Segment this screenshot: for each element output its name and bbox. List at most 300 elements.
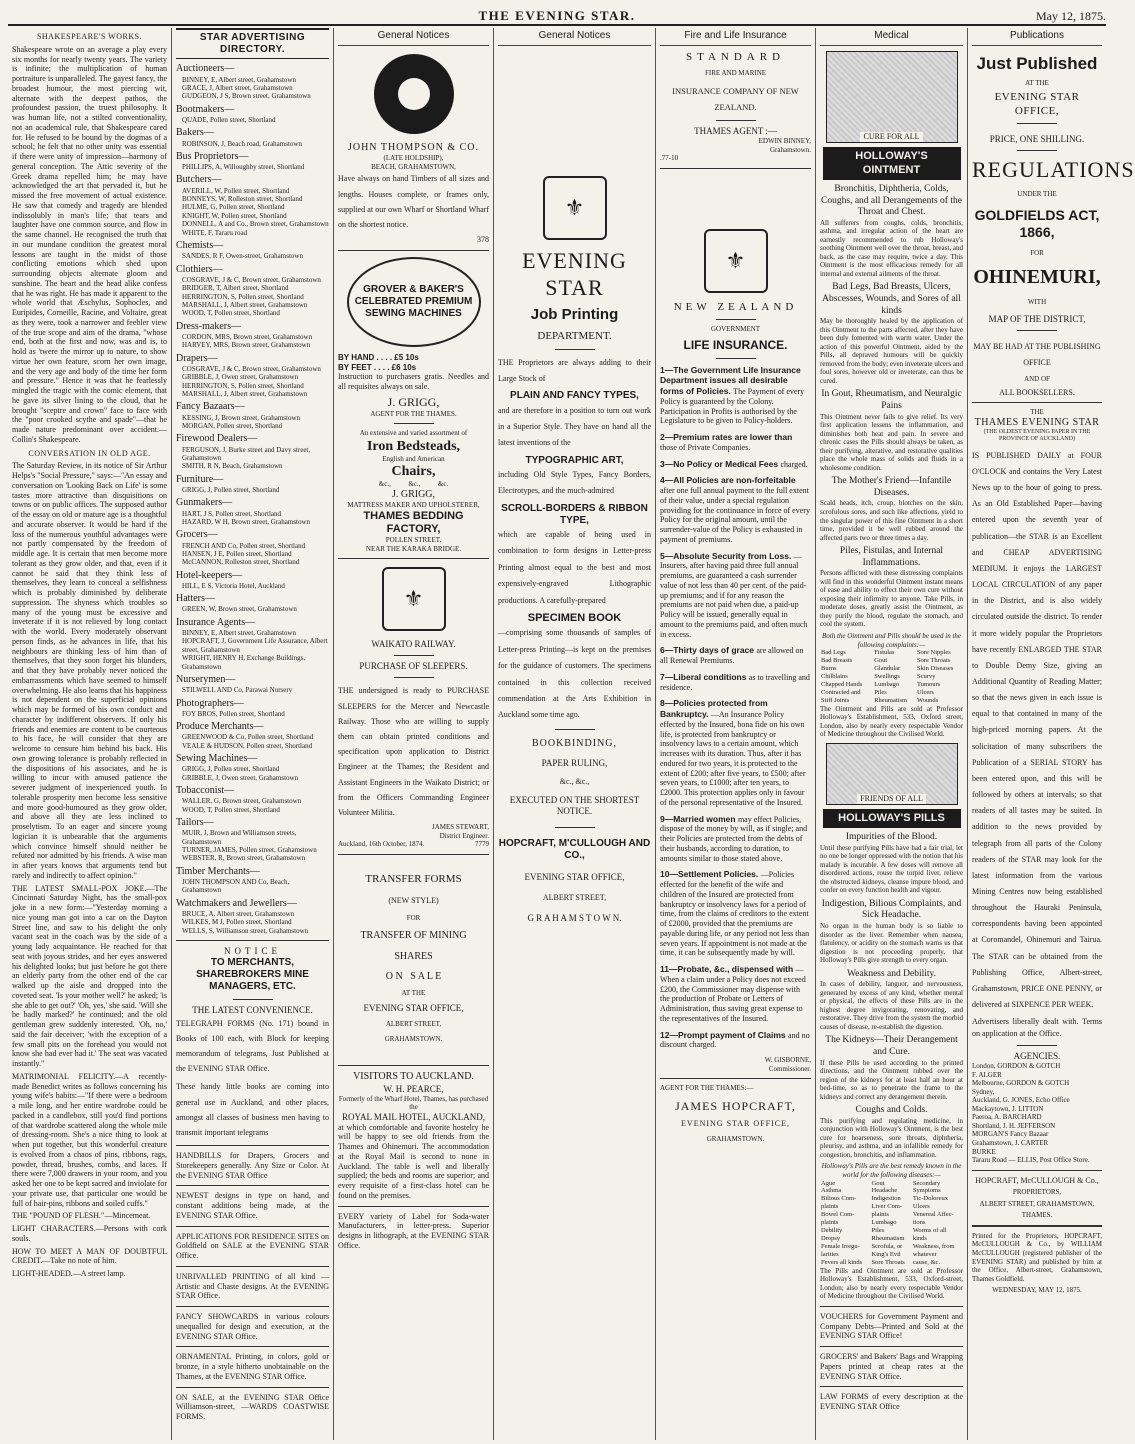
holloway-illustration-2: FRIENDS OF ALL — [826, 743, 958, 805]
table-cell: Bad Breasts — [821, 656, 853, 664]
directory-entry: GRIBBLE, J, Owen street, Grahamstown — [182, 773, 299, 782]
directory-entry: QUADE, Pollen street, Shortland — [182, 115, 276, 124]
directory-list — [176, 63, 329, 935]
coat-of-arms-icon: ⚜ — [543, 176, 607, 240]
table-cell: Contracted and — [821, 688, 861, 696]
albert-street: ALBERT STREET, — [542, 892, 607, 902]
typographic-art: TYPOGRAPHIC ART, — [525, 454, 624, 466]
complaints-table — [820, 649, 963, 704]
insurance-item-body: —Policies effected for the benefit of the wife and children of the Insured are protected from bankruptcy or insolvency laws for a period of time, from the claims of creditors to the extent of £2000, provided that the premiums are payable during life, or any period not less than seven years. If appointment is not made at the time, it can be subsequently made by will. — [660, 870, 810, 958]
insurance-item-body: as to travelling and residence. — [660, 672, 810, 692]
med-body: No organ in the human body is so liable to disorder as the liver. Remember when nausea, flatulency, or acidity on the stomach warns us that digestion is not proceeding properly, that Holloway's Pills give strength to every organ. — [820, 921, 963, 965]
directory-category: Clothiers— — [176, 263, 223, 275]
directory-entry: PHILLIPS, A, Willoughby street, Shortland — [182, 163, 305, 172]
med-heading: Impurities of the Blood. — [845, 832, 938, 843]
vouchers-ad: VOUCHERS for Government Payment and Company Debts—Printed and Sold at the EVENING STAR Office! — [820, 1311, 963, 1341]
issue-date: May 12, 1875. — [1036, 9, 1106, 23]
column-directory — [172, 28, 334, 1440]
table-cell: tions — [912, 1219, 926, 1227]
table-cell: Sore Throats — [871, 1258, 905, 1266]
job-printing: Job Printing — [530, 305, 619, 323]
directory-title: STAR ADVERTISING DIRECTORY. — [176, 28, 329, 59]
directory-entry: MARSHALL, J, Albert street, Grahamstown — [182, 390, 308, 399]
commissioner: Commissioner. — [768, 1064, 811, 1073]
directory-entry: BINNEY, E, Albert street, Grahamstown — [182, 629, 296, 638]
directory-entry: COSGRAVE, J & C, Brown street, Grahamstown — [182, 364, 321, 373]
table-cell: whatever — [912, 1250, 937, 1258]
coat-of-arms-icon: ⚜ — [704, 229, 768, 293]
table-row — [820, 1235, 963, 1243]
printing-body-5: —comprising some thousands of samples of Letter-press Printing—is kept on the premises for the guidance of customers. The specimens contained in this collection received commendation at the Arts Exhibition in Auckland some time ago. — [498, 628, 651, 720]
english-american: English and American — [382, 454, 445, 463]
table-cell: plaints — [821, 1219, 839, 1227]
on-sale: O N S A L E — [385, 970, 442, 982]
directory-entry: BRIDGER, T, Albert street, Shortland — [182, 284, 289, 293]
directory-entry: VEALE & HUDSON, Pollen street, Shortland — [182, 741, 313, 750]
table-cell: Gout — [871, 1179, 885, 1187]
directory-entry: HILL, E S, Victoria Hotel, Auckland — [182, 581, 285, 590]
latest-heading: THE LATEST CONVENIENCE. — [192, 1004, 313, 1015]
insurance-item-head: 3—No Policy or Medical Fees — [660, 458, 781, 469]
directory-entry: KNIGHT, W, Pollen street, Shortland — [182, 211, 287, 220]
grahamstown: GRAHAMSTOWN. — [706, 1135, 765, 1143]
table-cell: plaints — [871, 1211, 889, 1219]
insurance-item-head: 10—Settlement Policies. — [660, 869, 761, 880]
coat-of-arms-icon: ⚜ — [382, 567, 446, 631]
directory-entry: GREENWOOD & Co, Pollen street, Shortland — [182, 733, 314, 742]
column-publications — [968, 28, 1135, 1440]
ohinemuri: OHINEMURI, — [973, 266, 1101, 289]
table-cell: Lumbago — [871, 1219, 897, 1227]
printing-body-4: which are capable of being used in combination to form designs in Letter-press Printing almost equal to the best and most expensively-engraved Lithographic productions. A carefully-prepared — [498, 530, 651, 605]
table-cell: Fevers all kinds — [821, 1258, 863, 1266]
table-cell: Gout — [874, 656, 888, 664]
at-the: AT THE — [401, 988, 426, 997]
new-zealand: NEW ZEALAND — [673, 300, 798, 313]
mattress-maker: MATTRESS MAKER AND UPHOLSTERER, — [347, 501, 480, 510]
med-body: This purifying and regulating medicine, in conjunction with Holloway's Ointment, is the best cure for hoarseness, sore throats, diphtheria, pleurisy, and asthma, and an infallible remedy for congestion, bronchitis, and inflammation. — [820, 1116, 963, 1159]
imprint-date: WEDNESDAY, MAY 12, 1875. — [992, 1286, 1082, 1295]
directory-entry: WELLS, S, Williamson street, Grahamstown — [182, 926, 309, 935]
formerly: Formerly of the Wharf Hotel, Thames, has purchased the — [338, 1094, 489, 1112]
thames-agent: THAMES AGENT :— — [694, 126, 777, 137]
agent-entry: F. ALGER — [972, 1070, 1002, 1079]
table-cell: Headache — [871, 1187, 898, 1195]
table-cell: Ulcers — [912, 1203, 930, 1211]
ad-number: .77-10 — [660, 154, 679, 163]
insurance-item — [660, 459, 811, 470]
notice-title: NOTICE — [224, 946, 281, 957]
agent-list — [972, 1062, 1102, 1164]
stewart: JAMES STEWART, — [431, 823, 489, 832]
table-cell: Ague — [821, 1179, 836, 1187]
goldfields-act: GOLDFIELDS ACT, 1866, — [974, 206, 1100, 240]
table-cell: Rheumatism — [871, 1234, 905, 1242]
med-body: Persons afflicted with these distressing complaints will find in this wonderful Ointment instant means of ease and ability to effect their own cure without exposing their infirmity to anyone. Take Pills, in moderate doses, greatly assist the Ointment, as they purify the blood, regulate the stomach, and cool the system. — [820, 569, 963, 629]
table-row — [820, 649, 963, 657]
table-cell: Weakness, from — [912, 1242, 955, 1250]
at-the: AT THE — [1025, 78, 1049, 87]
visitors-heading: VISITORS TO AUCKLAND. — [353, 1071, 474, 1083]
insurance-company: INSURANCE COMPANY OF NEW ZEALAND. — [672, 86, 799, 113]
directory-entry: MARSHALL, J, Albert street, Grahamstown — [182, 300, 308, 309]
directory-entry: FRENCH AND Co, Pollen street, Shortland — [182, 541, 306, 550]
table-cell: Dropsy — [821, 1234, 841, 1242]
insurance-item-body: —Insurers, after having paid three full annual premiums, are guaranteed a cash surrender value of not less than 40 per cent. of the paid-up premiums; and if for any reason the premiums are not paid when due, a paid-up Policy will be issued, generally equal in amount to the premiums paid, and often much in excess. — [660, 551, 808, 639]
hopcraft-heading: HOPCRAFT, M'CULLOUGH AND CO., — [498, 837, 651, 861]
column-general-notices-2 — [494, 28, 656, 1440]
directory-category: Auctioneers— — [176, 63, 235, 75]
table-cell: Skin Diseases — [916, 664, 954, 672]
bedding-factory: THAMES BEDDING FACTORY, — [363, 509, 464, 535]
agent-entry: Auckland, G. JONES, Echo Office — [972, 1096, 1070, 1105]
telegraph-ad: TELEGRAPH FORMS (No. 171) bound in Books of 100 each, with Block for keeping memorandum of telegrams, Just Published at the EVENING STAR Office. — [176, 1018, 329, 1074]
price-feet: BY FEET . . . . £6 10s — [338, 362, 417, 372]
table-cell: Asthma — [821, 1187, 842, 1195]
med-heading: In Gout, Rheumatism, and Neuralgic Pains — [821, 389, 962, 412]
agent-entry: MORGAN'S Fancy Bazaar — [972, 1130, 1049, 1139]
article-body: THE "POUND OF FLESH."—Mincemeat. — [12, 1211, 151, 1221]
directory-entry: COSGRAVE, J & C, Brown street, Grahamstown — [182, 275, 321, 284]
insurance-item-body: are allowed on all Renewal Premiums. — [660, 646, 804, 666]
insurance-item-body: after one full annual payment to the full extent of their value, under a special regulation providing for the continuance in force of every Policy for the original amount, until the surrender-value of the Policy is exhausted in payment of premiums. — [660, 486, 810, 544]
pills-for: Holloway's Pills are the best remedy known in the world for the following diseases:— — [821, 1162, 962, 1179]
paper-ruling: PAPER RULING, — [541, 757, 608, 768]
grigg-name-2: J. GRIGG, — [391, 488, 436, 500]
insurance-item-body: —An Insurance Policy effected by the Insured, bona fide on his own life, is protected from bankruptcy or insolvency laws to a certain amount, which increases with its duration. Thus, after it has endured for two years, it is protected to the extent of £200; after five years, to £500; after seven years, to £1000; after ten years, to £2000. This protection applies only in favour of the personal representative of the Insured. — [660, 710, 806, 807]
directory-category: Timber Merchants— — [176, 865, 260, 877]
fancy-ad: FANCY SHOWCARDS in various colours unequalled for design and execution, at the EVENING STAR Office. — [176, 1312, 329, 1341]
agent-entry: London, GORDON & GOTCH — [972, 1062, 1061, 1071]
table-cell: Bowel Com- — [821, 1211, 855, 1219]
auckland-date: Auckland, 16th October, 1874. — [338, 840, 425, 849]
directory-entry: HULME, G, Pollen street, Shortland — [182, 203, 285, 212]
article-title: SHAKESPEARE'S WORKS. — [36, 32, 143, 41]
med-heading: Piles, Fistulas, and Internal Inflammations. — [839, 546, 944, 568]
table-row — [820, 1227, 963, 1235]
directory-entry: MUIR, J, Brown and Williamson streets, Grahamstown — [182, 829, 297, 846]
directory-category: Hotel-keepers— — [176, 569, 243, 581]
directory-category: Tobacconist— — [176, 785, 235, 797]
table-cell: Debility — [821, 1227, 843, 1235]
table-row — [820, 1187, 963, 1195]
directory-entry: McCANNON, Rolleston street, Shortland — [182, 558, 300, 567]
for-text: FOR — [406, 913, 421, 922]
table-row — [820, 673, 963, 681]
column-articles — [8, 28, 172, 1440]
directory-entry: GRIGG, J, Pollen street, Shortland — [182, 765, 280, 774]
directory-entry: BONNEYS, W, Rolleston street, Shortland — [182, 195, 303, 204]
column-heading: Fire and Life Insurance — [660, 28, 811, 46]
bookbinding: BOOKBINDING, — [531, 737, 618, 749]
royal-body: at which comfortable and favorite hostelry he will be happy to see old friends from the Thames and Ohinemuri. The accommodation at the Royal Mail is second to none in Auckland. The table is well and liberally supplied; the beds and rooms are superior; and every requisite of a first-class hotel can be found on the premises. — [338, 1122, 489, 1200]
pearce: W. H. PEARCE, — [383, 1083, 444, 1094]
grahamstown: GRAHAMSTOWN. — [384, 1034, 443, 1043]
table-row — [820, 657, 963, 665]
directory-entry: GRACE, J, Albert street, Grahamstown — [182, 83, 293, 92]
directory-entry: GRIGG, J, Pollen street, Shortland — [182, 485, 280, 494]
directory-category: Tailors— — [176, 817, 214, 829]
table-cell: Indigestion — [871, 1195, 901, 1203]
grocers-ad: GROCERS' and Bakers' Bags and Wrapping Papers printed at cheap rates at the EVENING STAR Office. — [820, 1352, 963, 1381]
directory-category: Grocers— — [176, 529, 218, 541]
table-row — [820, 697, 963, 705]
directory-entry: HERRINGTON, S, Pollen street, Shortland — [182, 292, 304, 301]
purchase-sleepers: PURCHASE OF SLEEPERS. — [359, 661, 468, 672]
directory-entry: WEBSTER, R, Brown street, Grahamstown — [182, 854, 306, 863]
med-heading: Indigestion, Bilious Complaints, and Sick Headache. — [821, 898, 962, 921]
table-cell: Liver Com- — [871, 1203, 903, 1211]
shortest-notice: EXECUTED ON THE SHORTEST NOTICE. — [509, 794, 640, 816]
insurance-item — [660, 814, 811, 864]
directory-category: Dress-makers— — [176, 320, 241, 332]
directory-entry: HAZARD, W H, Brown street, Grahamstown — [182, 517, 311, 526]
directory-category: Bus Proprietors— — [176, 150, 249, 162]
table-cell: kinds — [912, 1234, 927, 1242]
evening-star-office: EVENING STAR OFFICE, — [681, 1119, 790, 1129]
the-text: THE — [1030, 408, 1044, 417]
table-cell: Scurvy — [916, 672, 936, 680]
article-body: The Saturday Review, in its notice of Sir Arthur Helps's "Social Pressure," says:—"An essay and conversation on 'Looking Back on Life' is some tastes more attractive than disquisitions on towns or on public offices. The supposed author of the essay on old or mature age is a thoughtful and accurate observer. It would be hard if the loss of the numerous youthful advantages were not partly compensated by the freedom of middle age. It is certain that men become more tolerant as they grow older, and that, even if it cannot be said that they think less of themselves, they learn to conceal a selfishness which is probably diminished by deliberate suppression. The shyness which troubles so many of the young must be excessive and inveterate if it is not relieved by long contact with the world. Every moderately observant person finds, as he advances in life, that his neighbours are thinking less of him than of themselves, that they soon forget his blunders, and that they have probably never noticed the embarrassments which have seemed to himself overwhelming. He also learns that his happiness is not dependent on the superficial opinions which may be formed of his own conduct and character by indifferent observers. If only his friends and enemies are content to be courteous to his face, he will consider that they are welcome to censure him behind his back. His own growing tolerance is probably reflected in the dispositions of his associates, and he is willing to incur with amused patience the severer judgment of inexperienced youth. In tolerable prosperity men become less sensitive and more good-humoured as they grow older, and above all they are less inclined to proselytism. To an eager and sincere young logician it is unbearable that the arguments which convince himself should neither be refuted nor admitted by his friends. A wise man in after years knows that arguments tend but rarely and indirectly to affect opinion." — [12, 461, 167, 880]
pills-banner: HOLLOWAY'S PILLS — [823, 809, 961, 828]
government: GOVERNMENT — [711, 325, 760, 334]
column-heading: General Notices — [338, 28, 489, 46]
directory-entry: KESSING, J, Brown street, Grahamstown — [182, 413, 301, 422]
engineer: District Engineer. — [439, 831, 489, 840]
under-the: UNDER THE — [1017, 190, 1057, 199]
agent-for: AGENT FOR THE THAMES:— — [660, 1084, 754, 1093]
ad-number: 378 — [477, 235, 489, 245]
med-heading: The Kidneys—Their Derangement and Cure. — [825, 1035, 958, 1057]
directory-entry: JOHN THOMPSON AND Co, Beach, Grahamstown — [182, 877, 290, 895]
table-cell: Piles — [874, 688, 887, 696]
insurance-item — [660, 672, 811, 693]
directory-entry: WOOD, T, Pollen street, Shortland — [182, 805, 280, 814]
directory-entry: MORGAN, Pollen street, Shortland — [182, 422, 283, 431]
directory-entry: AVERILL, W, Pollen street, Shortland — [182, 186, 290, 195]
thames-evening-star: THAMES EVENING STAR — [974, 416, 1100, 428]
merchants-heading: TO MERCHANTS, SHAREBROKERS MINE MANAGERS, ETC. — [196, 957, 309, 993]
both-text: Both the Ointment and Pills should be used in the following complaints:— — [821, 632, 961, 649]
grahamstown: Grahamstown. — [769, 145, 811, 154]
med-body: The Pills and Ointment are sold at Professor Holloway's Establishment, 533, Oxford-street, London; also by nearly every respectable Vendor of Medicine throughout the Civilised World. — [820, 1266, 963, 1301]
table-cell: Tumours — [916, 680, 941, 688]
insurance-item-head: 11—Probate, &c., dispensed with — [660, 964, 796, 975]
med-heading: Bronchitis, Diphtheria, Colds, Coughs, and all Derangements of the Throat and Chest. — [821, 184, 962, 218]
pollen-street: POLLEN STREET, — [385, 536, 442, 545]
insurance-item-head: 12—Prompt payment of Claims — [660, 1029, 789, 1040]
unrivalled-ad: UNRIVALLED PRINTING of all kind —Artistic and Chaste designs. At the EVENING STAR Office. — [176, 1271, 329, 1301]
table-cell: plaints — [821, 1203, 839, 1211]
insurance-item — [660, 645, 811, 666]
column-heading: Medical — [820, 28, 963, 46]
column-general-notices-1 — [334, 28, 494, 1440]
directory-entry: DONNELL, A and Co., Brown street, Grahamstown — [182, 220, 329, 229]
oldest-paper: (THE OLDEST EVENING PAPER IN THE PROVINCE OF AUCKLAND) — [983, 429, 1091, 443]
and-of: AND OF — [1024, 375, 1050, 384]
price-hand: BY HAND . . . . £5 10s — [338, 352, 419, 362]
table-cell: Female Irregu- — [821, 1242, 860, 1250]
specimen-book: SPECIMEN BOOK — [527, 611, 622, 624]
albert-street: ALBERT STREET, — [385, 1020, 442, 1029]
onsale-ad: ON SALE, at the EVENING STAR Office Williamson-street, —WARDS COASTWISE FORMS. — [176, 1392, 329, 1422]
map-district: MAP OF THE DISTRICT, — [988, 314, 1086, 325]
standard-heading: STANDARD — [685, 51, 785, 64]
sleepers-body: THE undersigned is ready to PURCHASE SLEEPERS for the Mercer and Newcastle Railway. Those who are willing to supply them can obtain printed conditions and specification upon application to District Engineer at the Thames; the Resident and Assistant Engineers in the Waikato District; or from the Officers Commanding Engineer Volunteer Militia. — [338, 686, 489, 817]
directory-category: Furniture— — [176, 473, 224, 485]
insurance-item — [660, 698, 811, 807]
insurance-item — [660, 869, 811, 958]
med-body: Scald heads, itch, croup, blotches on the skin, scrofulous sores, and such like affections, yield to the singular power of this fine Ointment in a short time, provided it be well rubbed around the affected parts two or three times a day. — [820, 499, 963, 542]
article-body: HOW TO MEET A MAN OF DOUBTFUL CREDIT.—Take no note of him. — [12, 1246, 167, 1266]
table-row — [820, 665, 963, 673]
directory-category: Produce Merchants— — [176, 721, 264, 733]
etc: &c., &c., &c. — [378, 480, 449, 489]
table-cell: Stiff Joints — [821, 696, 850, 704]
law-forms-ad: LAW FORMS of every description at the EVENING STAR Office — [820, 1392, 963, 1412]
med-heading: Coughs and Colds. — [855, 1105, 928, 1116]
assortment-text: An extensive and varied assortment of — [359, 429, 468, 438]
med-heading: Bad Legs, Bad Breasts, Ulcers, Abscesses, Wounds, and Sores of all kinds — [822, 282, 961, 316]
table-cell: Venereal Affec- — [912, 1211, 954, 1219]
table-cell: Swellings — [874, 672, 900, 680]
table-cell: Sore Throats — [916, 656, 951, 664]
thompson-address: BEACH, GRAHAMSTOWN, — [371, 162, 456, 171]
transfer-forms: TRANSFER FORMS — [365, 872, 462, 885]
directory-category: Insurance Agents— — [176, 616, 256, 628]
table-cell: Rheumatism — [874, 696, 908, 704]
shares: SHARES — [394, 950, 433, 962]
insurance-item-body: The Payment of every Policy is guaranteed by the Colony. Participation in Profits is authorised by the Legislature to be given to Policy-holders. — [660, 387, 805, 426]
article-body: Shakespeare wrote on an average a play every six months for nearly twenty years. The variety is infinite; the multiplication of human portraiture is unparalleled. The gayest fancy, the broadest humour, the most piercing wit, alternate with the deepest pathos, the profoundest passion, the truest philosophy. It was human life, not a stilted conventionality, not an academical rule, that Shakespeare cared for. He refused to be bound by the dogmas of a school; he felt that no other unity was essential if there were unity of impression—harmony of general conception. The Attic severity of the Greek drama repelled him; he may have acknowledged the art that pervaded it, but he missed the free movement of actual existence. He saw that comedy and tragedy are blended indissolubly in man's life; that tears and laughter have one common source, and flow in the same channel. He recognised the truth that in our mundane condition the greatest moral lessons are taught in the midst of those conflicting emotions which shed upon surrounding objects alternate gloom and sunshine. The heart and the head alike confess that he was right. He has made it apparent to the whole world that Æschylus, Sophocles, and Euripides, Corneille, Racine, and Voltaire, great as they were, took a narrower and feebler view of the true scope and aim of the drama, "whose end, both at the first and now, was and is, to hold as 'twere the mirror up to nature, to show virtue her own feature, scorn her own image, and the very age and body of the time her form and pressure." Hence it was that he fearlessly mingled the tragic with the comic element, that he gave its silver lining to the cloud, that he brought "sceptre and crown" face to face with the "poor crooked scythe and spade"—that he made nature predominant over accident.—Collin's Shakespeare. — [12, 44, 167, 444]
paper-title: THE EVENING STAR. — [478, 8, 636, 23]
price: PRICE, ONE SHILLING. — [989, 134, 1085, 145]
directory-entry: FERGUSON, J, Burke street and Davy street, Grahamstown — [182, 445, 311, 462]
thompson-name: JOHN THOMPSON & CO. — [347, 142, 480, 154]
insurance-item-body: and no discount charged. — [660, 1030, 810, 1050]
table-row — [820, 689, 963, 697]
masthead — [8, 6, 1106, 26]
table-row — [820, 1243, 963, 1251]
ornamental-ad: ORNAMENTAL Printing, in colors, gold or bronze, in a style hitherto unobtainable on the Thames, at the EVENING STAR Office. — [176, 1352, 329, 1381]
holloway-illustration: CURE FOR ALL — [826, 51, 958, 143]
table-cell: Bad Legs — [821, 649, 846, 657]
directory-entry: SANDES, R F, Owen-street, Grahamstown — [182, 252, 303, 261]
article-body: LIGHT CHARACTERS.—Persons with cork souls. — [12, 1224, 167, 1243]
saw-blade-icon — [374, 54, 454, 134]
table-cell: cause, &c. — [912, 1258, 941, 1266]
insurance-item-head: 7—Liberal conditions — [660, 671, 749, 682]
insurance-item-head: 9—Married women — [660, 813, 738, 824]
column-heading: Publications — [972, 28, 1102, 46]
evening-star-office: EVENING STAR OFFICE, — [524, 871, 625, 882]
agencies-heading: AGENCIES. — [1013, 1051, 1061, 1062]
sewing-machine-logo: GROVER & BAKER'S CELEBRATED PREMIUM SEWING MACHINES — [347, 257, 481, 347]
newest-ad: NEWEST designs in type on hand, and constant additions being made, at the EVENING STAR Office. — [176, 1191, 329, 1220]
instruction-text: Instruction to purchasers gratis. Needles and all requisites always on sale. — [338, 372, 489, 392]
life-insurance: LIFE INSURANCE. — [683, 337, 788, 352]
fire-marine: FIRE AND MARINE — [704, 68, 767, 77]
directory-entry: TURNER, JAMES, Pollen street, Grahamstown — [182, 846, 317, 854]
directory-entry: WHITE, F, Tararu road — [182, 228, 248, 237]
med-body: This Ointment never fails to give relief. Its very first application lessens the inflammation, and diminishes both heat and pain. In severe and chronic cases the Pills should always be taken, as their purifying, alterative, and restorative qualities place the whole mass of solids and fluids in a wholesome condition. — [820, 412, 963, 472]
directory-category: Gunmakers— — [176, 497, 233, 509]
directory-entry: WILKES, M J, Pollen street, Shortland — [182, 918, 292, 927]
directory-entry: WOOD, T, Pollen street, Shortland — [182, 309, 280, 318]
printing-body-2: and are therefore in a position to turn out work in a Superior Style. They have on hand all the latest inventions of the — [498, 405, 651, 448]
grahamstown: G R A H A M S T O W N. — [527, 912, 622, 923]
thompson-late: (LATE HOLDSHIP), — [383, 154, 444, 163]
star-body: IS PUBLISHED DAILY at FOUR O'CLOCK and contains the Very Latest News up to the hour of going to press. As an Old Established Paper—having entered upon the seventh year of publication—the STAR is an Excellent and CHEAP ADVERTISING MEDIUM. It enjoys the LARGEST LOCAL CIRCULATION of any paper in the District, and is also widely circulated outside the district. To render it more widely popular the Proprietors have recently ENLARGED THE STAR to Double Demy Size, giving an Additional Quantity of Reading Matter; so that the news given in each issue is equal to that contained in many of the high-priced morning papers. At the solicitation of many subscribers the Publication of a SERIAL STORY has been entered upon, and this will be followed by others at intervals; so that readers of all tastes may be suited. In addition to the news provided by telegraph from all parts of the Colony readers of the STAR may look for the latest information from the various Mining Centres now being established throughout the Hauraki Peninsula, correspondents having been appointed at Coromandel, Ohinemuri and Tairua. The STAR can be obtained from the Publishing Office, Albert-street, Grahamstown, PRICE ONE PENNY, or delivered at SIXPENCE PER WEEK. — [972, 450, 1102, 1010]
table-cell: Chapped Hands — [821, 680, 863, 688]
med-body: All sufferers from coughs, colds, bronchitis, asthma, and irregular action of the heart are earnestly recommended to rub Holloway's soothing Ointment well over the throat, breast, and back, as the case may require, twice a day. This Ointment is the most efficacious remedy for all internal and external ailments of the throat. — [820, 218, 963, 278]
insurance-item — [660, 432, 811, 453]
table-cell: Burns — [821, 664, 837, 672]
directory-entry: HOPCRAFT, J, Government Life Assurance, Albert street, Grahamstown — [182, 637, 328, 654]
insurance-list — [660, 365, 811, 1051]
table-cell: Glandular — [874, 664, 901, 672]
agent-entry: Paeroa, A. BARCHARD — [972, 1113, 1042, 1122]
table-row — [820, 1195, 963, 1203]
table-row — [820, 1219, 963, 1227]
insurance-item-body: those of Private Companies. — [660, 442, 751, 452]
directory-entry: WRIGHT, HENRY H, Exchange Buildings, Grahamstown — [182, 654, 306, 671]
directory-category: Firewood Dealers— — [176, 433, 258, 445]
agent-entry: BURKE — [972, 1147, 996, 1156]
agent-entry: Grahamstown, J. CARTER — [972, 1139, 1049, 1148]
table-cell: Piles — [871, 1227, 885, 1235]
directory-entry: BRUCE, A, Albert street, Grahamstown — [182, 909, 295, 918]
iron-bedsteads: Iron Bedsteads, — [366, 438, 461, 454]
med-body: In cases of debility, languor, and nervousness, generated by excess of any kind, whether mental or physical, the effects of these Pills are in the highest degree invigorating, renovating, and restorative. They drive from the system the morbid causes of disease, re-establish the digestion. — [820, 980, 963, 1031]
directory-category: Bakers— — [176, 127, 214, 139]
article-title: CONVERSATION IN OLD AGE. — [28, 448, 151, 458]
table-cell: Chilblains — [821, 672, 848, 680]
insurance-item — [660, 475, 811, 544]
evening-star-heading: EVENING STAR — [522, 248, 627, 301]
insurance-item-head: 4—All Policies are non-forfeitable — [660, 475, 796, 486]
table-cell: Worms of all — [912, 1227, 947, 1235]
med-heading: Weakness and Debility. — [846, 968, 937, 979]
chairs: Chairs, — [391, 464, 436, 480]
grigg-name: J. GRIGG, — [387, 394, 440, 409]
insurance-item-head: 2—Premium rates are lower than — [660, 432, 793, 443]
insurance-item-body: may effect Policies, dispose of the money by will, as if single; and their Policies are protected from the debts of their husbands, according to duration, to amounts similar to those stated above. — [660, 814, 808, 863]
grigg-agent: AGENT FOR THE THAMES. — [370, 409, 457, 418]
directory-entry: HERRINGTON, S, Pollen street, Shortland — [182, 381, 304, 390]
thompson-body: Have always on hand Timbers of all sizes and lengths. Houses complete, or frames only, supplied at our own Wharf or Shortland Wharf on the shortest notice. — [338, 174, 489, 229]
table-row — [820, 681, 963, 689]
insurance-item — [660, 964, 811, 1024]
etc: &c., &c., — [559, 776, 590, 786]
insurance-item-head: 8—Policies protected from Bankruptcy. — [660, 698, 768, 720]
insurance-item-head: 6—Thirty days of grace — [660, 645, 757, 656]
directory-category: Hatters— — [176, 593, 215, 605]
directory-category: Fancy Bazaars— — [176, 401, 245, 413]
insurance-item-body: charged. — [780, 459, 808, 469]
table-row — [820, 1180, 963, 1188]
agent-entry: Mackaytown, J. LITTON — [972, 1104, 1044, 1113]
table-cell: Scrofula, or — [871, 1242, 903, 1250]
table-row — [820, 1251, 963, 1259]
insurance-item-head: 1—The Government Life Insurance Department issues all desirable forms of Policies. — [660, 364, 801, 397]
directory-entry: ROBINSON, J, Beach road, Grahamstown — [182, 139, 302, 148]
column-insurance — [656, 28, 816, 1440]
directory-category: Sewing Machines— — [176, 753, 258, 765]
plain-fancy-types: PLAIN AND FANCY TYPES, — [510, 390, 639, 402]
directory-category: Photographers— — [176, 697, 244, 709]
agent-entry: Tararu Road — ELLIS, Post Office Store. — [972, 1156, 1090, 1165]
